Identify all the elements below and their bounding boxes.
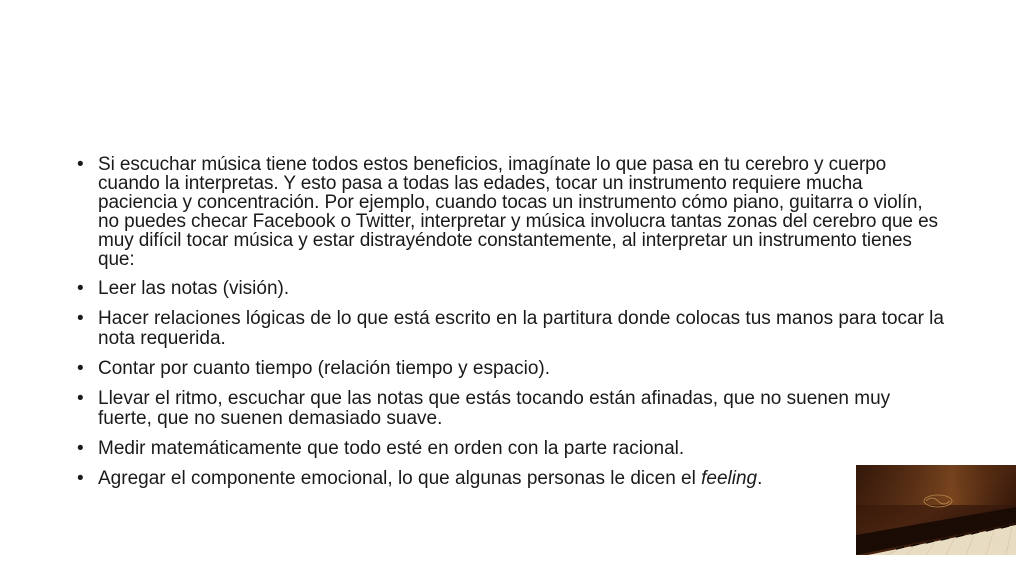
piano-illustration-icon — [856, 465, 1016, 555]
bullet-dot-icon: • — [77, 278, 84, 299]
bullet-dot-icon: • — [77, 438, 84, 459]
list-item — [77, 279, 947, 299]
bullet-text: Leer las notas (visión). — [98, 278, 290, 299]
bullet-dot-icon: • — [77, 154, 84, 175]
bullet-text-before: Agregar el componente emocional, lo que algunas personas le dicen el — [98, 468, 702, 489]
piano-photo-icon — [856, 465, 1016, 555]
list-item — [77, 389, 947, 429]
bullet-text: Hacer relaciones lógicas de lo que está escrito en la partitura donde colocas tus manos para tocar la nota requerida. — [98, 308, 944, 349]
bullet-text: Si escuchar música tiene todos estos beneficios, imagínate lo que pasa en tu cerebro y cuerpo cuando la interpretas. Y esto pasa a todas las edades, tocar un instrumento requiere mucha paciencia y concentración. Por ejemplo, cuando tocas un instrumento cómo piano, guitarra o violín, no puedes checar Facebook o Twitter, interpretar y música involucra tantas zonas del cerebro que es muy difícil tocar música y estar distrayéndote constantemente, al interpretar un instrumento tienes que: — [98, 154, 938, 270]
list-item — [77, 469, 947, 489]
bullet-text: Llevar el ritmo, escuchar que las notas que estás tocando están afinadas, que no suenen muy fuerte, que no suenen demasiado suave. — [98, 388, 891, 429]
bullet-dot-icon: • — [77, 308, 84, 329]
list-item — [77, 155, 947, 269]
bullet-list — [77, 155, 947, 499]
list-item — [77, 309, 947, 349]
bullet-text: Medir matemáticamente que todo esté en orden con la parte racional. — [98, 438, 685, 459]
bullet-dot-icon: • — [77, 388, 84, 409]
bullet-text-italic: feeling — [701, 468, 758, 489]
bullet-text: Contar por cuanto tiempo (relación tiempo y espacio). — [98, 358, 551, 379]
bullet-dot-icon: • — [77, 358, 84, 379]
list-item — [77, 359, 947, 379]
bullet-text-after: . — [757, 468, 763, 489]
list-item — [77, 439, 947, 459]
bullet-dot-icon: • — [77, 468, 84, 489]
